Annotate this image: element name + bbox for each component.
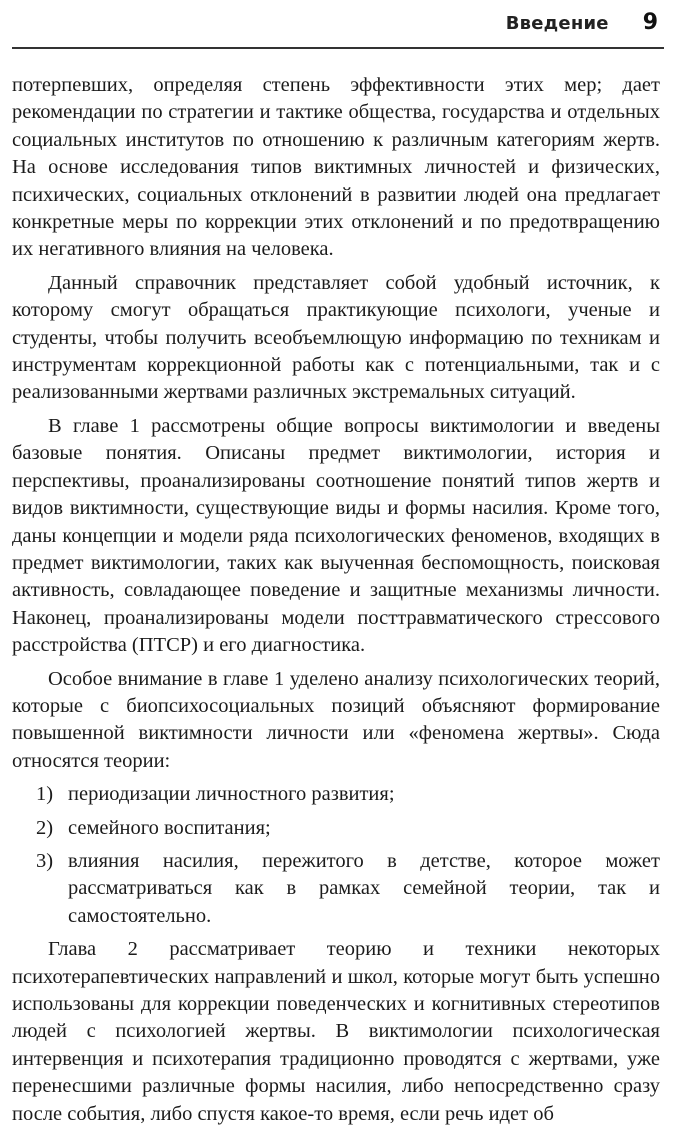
header-rule (12, 47, 664, 49)
paragraph-continuation: потерпевших, определяя степень эффективности этих мер; дает рекомендации по стратегии и тактике общества, государства и отдельных социальных институтов по отношению к различным категориям жертв. На основе исследования типов виктимных личностей и физических, психических, социальных отклонений в развитии людей она предлагает конкретные меры по коррекции этих отклонений и по предотвращению их негативного влияния на человека. (12, 74, 660, 261)
list-item (12, 848, 660, 930)
paragraph-handbook: Данный справочник представляет собой удобный источник, к которому смогут обращаться практикующие психологи, ученые и студенты, чтобы получить всеобъемлющую информацию по техникам и инструментам коррекционной работы как с потенциальными, так и с реализованными жертвами различных экстремальных ситуаций. (12, 271, 660, 404)
list-item-text: периодизации личностного развития; (68, 783, 395, 806)
paragraph-chapter-1: В главе 1 рассмотрены общие вопросы виктимологии и введены базовые понятия. Описаны предмет виктимологии, история и перспективы, проанализированы соотношение понятий типов жертв и видов виктимности, существующие виды и формы насилия. Кроме того, даны концепции и модели ряда психологических феноменов, входящих в предмет виктимологии, таких как выученная беспомощность, поисковая активность, совладающее поведение и защитные механизмы личности. Наконец, проанализированы модели посттравматического стрессового расстройства (ПТСР) и его диагностика. (12, 414, 660, 657)
running-head (506, 10, 658, 35)
theories-list (12, 781, 660, 930)
body-text (12, 72, 660, 1134)
paragraph-chapter-2: Глава 2 рассматривает теорию и техники некоторых психотерапевтических направлений и школ, которые могут быть успешно использованы для коррекции поведенческих и когнитивных стереотипов людей с психологией жертвы. В виктимологии психологическая интервенция и психотерапия традиционно проводятся с жертвами, уже перенесшими различные формы насилия, либо непосредственно сразу после события, либо спустя какое-то время, если речь идет об (12, 938, 660, 1125)
paragraph-theories-intro: Особое внимание в главе 1 уделено анализу психологических теорий, которые с биопсихосоциальных позиций объясняют формирование повышенной виктимности личности или «феномена жертвы». Сюда относятся теории: (12, 667, 660, 772)
list-item (12, 815, 660, 842)
list-item-number: 3) (36, 849, 54, 872)
section-title: Введение (505, 13, 609, 34)
list-item-text: влияния насилия, пережитого в детстве, которое может рассматриваться как в рамках семейной теории, так и самостоятельно. (68, 849, 660, 927)
list-item-text: семейного воспитания; (68, 816, 271, 839)
page-number: 9 (642, 10, 658, 35)
list-item-number: 2) (36, 816, 54, 839)
list-item (12, 781, 660, 808)
list-item-number: 1) (36, 783, 54, 806)
